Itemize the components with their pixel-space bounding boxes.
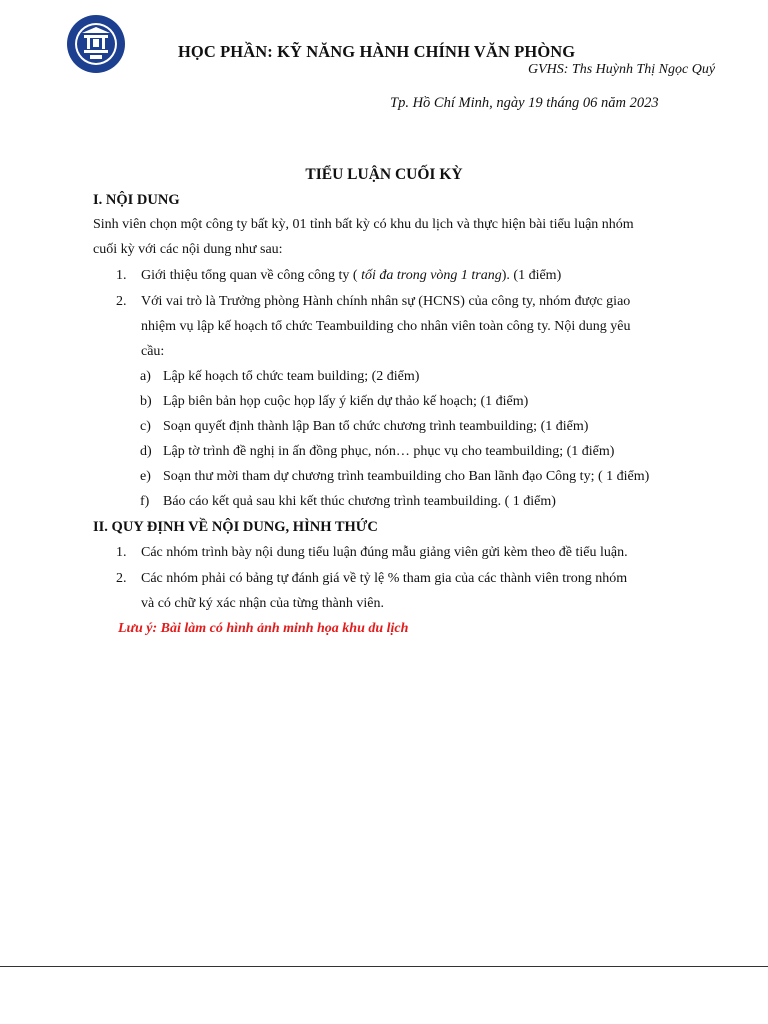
- item-2-line-3: cầu:: [141, 344, 165, 359]
- rule-2-line-1: Các nhóm phải có bảng tự đánh giá về tỷ lệ % tham gia của các thành viên trong nhóm: [141, 571, 628, 586]
- subitem-letter: b): [140, 394, 152, 409]
- subitem-text: Lập biên bản họp cuộc họp lấy ý kiến dự thảo kế hoạch; (1 điểm): [163, 394, 529, 409]
- intro-line-1: Sinh viên chọn một công ty bất kỳ, 01 tỉnh bất kỳ có khu du lịch và thực hiện bài tiểu luận nhóm: [93, 217, 634, 232]
- item-1-number: 1.: [116, 268, 127, 283]
- item-2-line-2: nhiệm vụ lập kế hoạch tổ chức Teambuilding cho nhân viên toàn công ty. Nội dung yêu: [141, 319, 631, 334]
- rule-1-text: Các nhóm trình bày nội dung tiểu luận đúng mẫu giảng viên gửi kèm theo đề tiểu luận.: [141, 545, 628, 560]
- item-2-line-1: Với vai trò là Trưởng phòng Hành chính nhân sự (HCNS) của công ty, nhóm được giao: [141, 294, 631, 309]
- item-2-number: 2.: [116, 294, 127, 309]
- subitem-text: Lập kế hoạch tổ chức team building; (2 điểm): [163, 369, 420, 384]
- item-1-italic: tối đa trong vòng 1 trang: [357, 268, 502, 283]
- subitem-letter: a): [140, 369, 151, 384]
- subitem-letter: c): [140, 419, 151, 434]
- page-divider: [0, 966, 768, 967]
- section-2-heading: II. QUY ĐỊNH VỀ NỘI DUNG, HÌNH THỨC: [93, 519, 378, 535]
- note: Lưu ý: Bài làm có hình ảnh minh họa khu du lịch: [118, 621, 409, 636]
- item-1-post: ). (1 điểm): [501, 268, 562, 283]
- subitem-text: Lập tờ trình đề nghị in ấn đồng phục, nón… phục vụ cho teambuilding; (1 điểm): [163, 444, 615, 459]
- subitem-letter: f): [140, 494, 150, 509]
- course-title: HỌC PHẦN: KỸ NĂNG HÀNH CHÍNH VĂN PHÒNG: [178, 42, 576, 61]
- subitem-letter: d): [140, 444, 152, 459]
- section-1-heading: I. NỘI DUNG: [93, 192, 180, 208]
- date-line: Tp. Hồ Chí Minh, ngày 19 tháng 06 năm 2023: [390, 95, 659, 111]
- intro-line-2: cuối kỳ với các nội dung như sau:: [93, 242, 283, 257]
- rule-2-number: 2.: [116, 571, 127, 586]
- rule-1-number: 1.: [116, 545, 127, 560]
- subitem-text: Báo cáo kết quả sau khi kết thúc chương trình teambuilding. ( 1 điểm): [163, 494, 556, 509]
- subitem-text: Soạn quyết định thành lập Ban tổ chức chương trình teambuilding; (1 điểm): [163, 419, 589, 434]
- document-title: TIỂU LUẬN CUỐI KỲ: [305, 166, 463, 183]
- subitem-letter: e): [140, 469, 151, 484]
- university-logo: [66, 14, 126, 74]
- item-1-text: [141, 268, 561, 284]
- item-1-pre: Giới thiệu tổng quan về công công ty (: [141, 268, 358, 283]
- teacher-name: GVHS: Ths Huỳnh Thị Ngọc Quý: [528, 62, 716, 77]
- rule-2-line-2: và có chữ ký xác nhận của từng thành viên.: [141, 596, 384, 611]
- subitem-text: Soạn thư mời tham dự chương trình teambuilding cho Ban lãnh đạo Công ty; ( 1 điểm): [163, 469, 650, 484]
